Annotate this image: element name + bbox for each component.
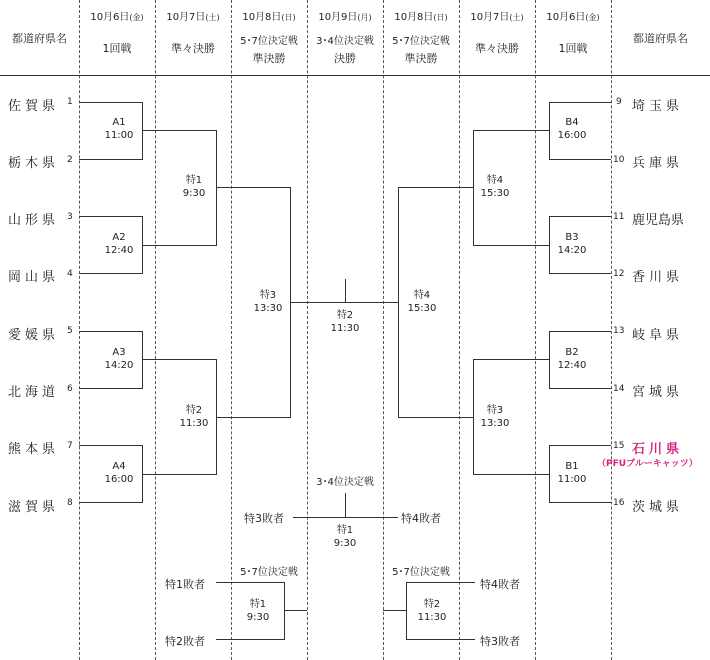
bracket-line [549,502,611,503]
header-col-5: 10月8日(日) 5･7位決定戦 準決勝 [392,12,450,65]
team-number: 4 [67,269,73,279]
team-number: 9 [616,97,622,107]
match-quarterfinal-4: 特4 15:30 [480,175,510,199]
header-col-6: 10月7日(土) 準々決勝 [470,12,524,55]
bracket-line [398,187,399,418]
bracket-line [473,359,550,360]
team-number: 8 [67,498,73,508]
bracket-line [79,273,143,274]
match-5-7-left: 特1 9:30 [246,599,270,623]
bracket-line [284,610,307,611]
team-number: 3 [67,212,73,222]
column-divider [383,0,384,660]
match-B2: B2 12:40 [557,347,587,371]
loser-label: 特2敗者 [165,635,205,648]
header-col-4: 10月9日(月) 3･4位決定戦 決勝 [316,12,374,65]
bracket-line [345,279,346,302]
bracket-line [473,245,550,246]
match-quarterfinal-2: 特2 11:30 [179,405,209,429]
team-name: 山形県 [8,213,60,228]
match-A2: A2 12:40 [104,232,134,256]
team-name: 茨城県 [632,500,684,515]
match-A4: A4 16:00 [104,461,134,485]
playoff-3-4-title: 3･4位決定戦 [316,477,374,488]
bracket-line [549,273,611,274]
match-quarterfinal-1: 特1 9:30 [182,175,206,199]
bracket-line [79,331,143,332]
match-quarterfinal-3: 特3 13:30 [480,405,510,429]
team-name: 兵庫県 [632,156,684,171]
bracket-line [406,582,475,583]
team-name: 北海道 [8,385,60,400]
bracket-line [549,102,611,103]
match-B4: B4 16:00 [557,117,587,141]
bracket-line [406,582,407,640]
loser-label: 特1敗者 [165,578,205,591]
column-divider [307,0,308,660]
bracket-line [549,216,611,217]
bracket-line [79,102,143,103]
bracket-line [345,493,346,517]
bracket-line [216,582,285,583]
header-col-1: 10月6日(金) 1回戦 [90,12,144,55]
loser-label: 特3敗者 [244,512,284,525]
match-B3: B3 14:20 [557,232,587,256]
column-divider [231,0,232,660]
team-number: 6 [67,384,73,394]
team-name: 鹿児島県 [632,213,685,228]
match-semifinal-3: 特3 13:30 [253,290,283,314]
column-divider [611,0,612,660]
bracket-line [406,639,475,640]
column-divider [459,0,460,660]
pref-header-left: 都道府県名 [12,32,67,45]
team-club-name: （PFUブルーキャッツ） [597,459,698,469]
pref-header-right: 都道府県名 [633,32,688,45]
playoff-5-7-right-title: 5･7位決定戦 [392,567,450,578]
column-divider [79,0,80,660]
team-name: 滋賀県 [8,500,60,515]
match-A3: A3 14:20 [104,347,134,371]
bracket-line [383,610,406,611]
match-semifinal-4: 特4 15:30 [407,290,437,314]
bracket-line [549,445,611,446]
team-name: 愛媛県 [8,328,60,343]
team-name: 岐阜県 [632,328,684,343]
bracket-line [549,388,611,389]
header-col-7: 10月6日(金) 1回戦 [546,12,600,55]
team-number: 11 [613,212,625,222]
column-divider [155,0,156,660]
bracket-line [216,187,291,188]
bracket-line [79,159,143,160]
bracket-line [293,517,398,518]
bracket-line [549,159,611,160]
bracket-line [290,302,399,303]
bracket-line [142,474,217,475]
column-divider [535,0,536,660]
team-name: 佐賀県 [8,99,60,114]
match-B1: B1 11:00 [557,461,587,485]
team-number: 10 [613,155,625,165]
team-number: 16 [613,498,625,508]
team-name: 埼玉県 [632,99,684,114]
match-A1: A1 11:00 [104,117,134,141]
loser-label: 特3敗者 [480,635,520,648]
bracket-line [142,245,217,246]
bracket-line [473,130,550,131]
bracket-line [216,417,291,418]
team-number: 5 [67,326,73,336]
team-number: 15 [613,441,625,451]
team-number: 13 [613,326,625,336]
bracket-line [142,359,217,360]
team-number: 2 [67,155,73,165]
bracket-line [79,388,143,389]
match-final: 特2 11:30 [330,310,360,334]
match-5-7-right: 特2 11:30 [417,599,447,623]
match-3-4-place: 特1 9:30 [333,525,357,549]
loser-label: 特4敗者 [401,512,441,525]
bracket-line [216,639,285,640]
team-name: 岡山県 [8,270,60,285]
bracket-line [549,331,611,332]
team-number: 1 [67,97,73,107]
bracket-line [284,582,285,640]
bracket-line [398,417,474,418]
team-number: 12 [613,269,625,279]
team-name: 宮城県 [632,385,684,400]
bracket-line [142,331,143,389]
team-name-highlight: 石川県 [632,442,684,457]
loser-label: 特4敗者 [480,578,520,591]
header-col-3: 10月8日(日) 5･7位決定戦 準決勝 [240,12,298,65]
bracket-line [398,187,474,188]
bracket-line [142,130,217,131]
playoff-5-7-left-title: 5･7位決定戦 [240,567,298,578]
header-col-2: 10月7日(土) 準々決勝 [166,12,220,55]
team-name: 栃木県 [8,156,60,171]
team-number: 7 [67,441,73,451]
bracket-line [216,130,217,246]
team-name: 熊本県 [8,442,60,457]
bracket-line [473,474,550,475]
bracket-line [79,216,143,217]
bracket-line [79,445,143,446]
team-number: 14 [613,384,625,394]
bracket-line [79,502,143,503]
team-name: 香川県 [632,270,684,285]
bracket-line [142,102,143,160]
